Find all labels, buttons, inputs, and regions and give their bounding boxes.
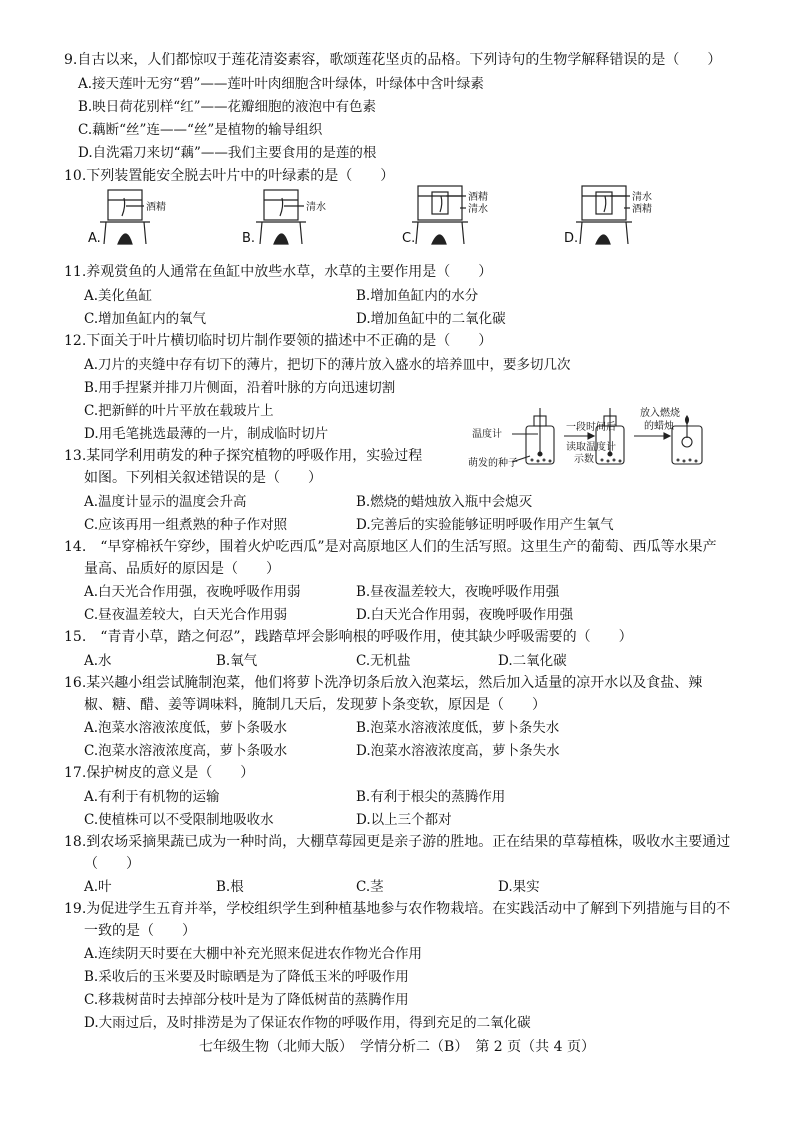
q11-option-b: B.增加鱼缸内的水分 <box>356 288 479 304</box>
q11-option-a: A.美化鱼缸 <box>84 288 153 304</box>
q14-option-a: A.白天光合作用强，夜晚呼吸作用弱 <box>84 584 301 600</box>
q13-stem-line2: 如图。下列相关叙述错误的是（ ） <box>84 470 322 486</box>
q19-option-d: D.大雨过后，及时排涝是为了保证农作物的呼吸作用，得到充足的二氧化碳 <box>84 1015 531 1031</box>
q11-option-c: C.增加鱼缸内的氧气 <box>84 311 207 327</box>
q16-stem-line1: 16.某兴趣小组尝试腌制泡菜，他们将萝卜洗净切条后放入泡菜坛，然后加入适量的凉开水以及食盐、辣 <box>64 675 703 691</box>
q10-apparatus-a <box>86 186 196 250</box>
q10-a-liquid: 酒精 <box>146 202 166 213</box>
q10-c-liquid-inner: 酒精 <box>468 192 488 203</box>
q13-after-label-2: 读取温度计 <box>566 442 616 453</box>
q10-c-label: C. <box>402 231 416 246</box>
q15-option-a: A.水 <box>84 653 112 669</box>
q13-option-c: C.应该再用一组煮熟的种子作对照 <box>84 517 288 533</box>
q10-apparatus-b <box>240 186 350 250</box>
q11-stem: 11.养观赏鱼的人通常在鱼缸中放些水草，水草的主要作用是（ ） <box>64 264 493 280</box>
q15-option-c: C.无机盐 <box>356 653 411 669</box>
q9-option-b: B.映日荷花别样“红”——花瓣细胞的液泡中有色素 <box>78 99 377 115</box>
q14-option-b: B.昼夜温差较大，夜晚呼吸作用强 <box>356 584 560 600</box>
q15-option-d: D.二氧化碳 <box>498 653 567 669</box>
q12-option-b: B.用手捏紧并排刀片侧面，沿着叶脉的方向迅速切割 <box>84 380 396 396</box>
q14-option-c: C.昼夜温差较大，白天光合作用弱 <box>84 607 288 623</box>
q12-stem: 12.下面关于叶片横切临时切片制作要领的描述中不正确的是（ ） <box>64 333 493 349</box>
q13-thermometer-label: 温度计 <box>472 429 502 440</box>
q14-stem-line1: 14. “早穿棉袄午穿纱，围着火炉吃西瓜”是对高原地区人们的生活写照。这里生产的葡萄、西瓜等水果产 <box>64 539 717 555</box>
q9-option-c: C.藕断“丝”连——“丝”是植物的输导组织 <box>78 122 323 138</box>
q10-c-liquid-outer: 清水 <box>468 204 488 215</box>
q10-a-label: A. <box>88 231 101 246</box>
q17-option-d: D.以上三个都对 <box>356 812 452 828</box>
q10-d-label: D. <box>564 231 579 246</box>
q12-option-d: D.用毛笔挑选最薄的一片，制成临时切片 <box>84 426 329 442</box>
q9-option-a: A.接天莲叶无穷“碧”——莲叶叶肉细胞含叶绿体，叶绿体中含叶绿素 <box>78 76 484 92</box>
q15-stem: 15. “青青小草，踏之何忍”，践踏草坪会影响根的呼吸作用，使其缺少呼吸需要的（ ） <box>64 629 633 645</box>
q13-after-label-1: 一段时间后 <box>566 422 616 433</box>
q13-stem-line1: 13.某同学利用萌发的种子探究植物的呼吸作用，实验过程 <box>64 448 423 464</box>
q10-apparatus-c <box>400 182 510 250</box>
q19-option-c: C.移栽树苗时去掉部分枝叶是为了降低树苗的蒸腾作用 <box>84 992 409 1008</box>
q18-option-c: C.茎 <box>356 879 384 895</box>
q18-option-a: A.叶 <box>84 879 112 895</box>
q10-d-liquid-outer: 清水 <box>632 192 652 203</box>
q15-option-b: B.氧气 <box>216 653 258 669</box>
q17-option-c: C.使植株可以不受限制地吸收水 <box>84 812 274 828</box>
q19-stem-line2: 一致的是（ ） <box>84 923 196 939</box>
q19-option-a: A.连续阴天时要在大棚中补充光照来促进农作物光合作用 <box>84 946 423 962</box>
q18-option-b: B.根 <box>216 879 244 895</box>
q18-stem-line2: （ ） <box>84 856 140 872</box>
q19-option-b: B.采收后的玉米要及时晾晒是为了降低玉米的呼吸作用 <box>84 969 409 985</box>
q13-figure <box>468 404 738 474</box>
q14-stem-line2: 量高、品质好的原因是（ ） <box>84 561 280 577</box>
q13-seeds-label: 萌发的种子 <box>468 458 518 469</box>
q19-stem-line1: 19.为促进学生五育并举，学校组织学生到种植基地参与农作物栽培。在实践活动中了解到下列措施与目的不 <box>64 901 731 917</box>
q10-apparatus-d <box>560 182 670 250</box>
q13-option-d: D.完善后的实验能够证明呼吸作用产生氧气 <box>356 517 614 533</box>
q10-stem: 10.下列装置能安全脱去叶片中的叶绿素的是（ ） <box>64 168 395 184</box>
q14-option-d: D.白天光合作用弱，夜晚呼吸作用强 <box>356 607 574 623</box>
q16-option-c: C.泡菜水溶液浓度高，萝卜条吸水 <box>84 743 288 759</box>
q16-option-a: A.泡菜水溶液浓度低，萝卜条吸水 <box>84 720 288 736</box>
q11-option-d: D.增加鱼缸中的二氧化碳 <box>356 311 506 327</box>
q9-stem: 9.自古以来，人们都惊叹于莲花清姿素容，歌颂莲花坚贞的品格。下列诗句的生物学解释错误的是（ ） <box>64 52 722 68</box>
q12-option-c: C.把新鲜的叶片平放在载玻片上 <box>84 403 274 419</box>
q16-stem-line2: 椒、糖、醋、姜等调味料，腌制几天后，发现萝卜条变软，原因是（ ） <box>84 697 546 713</box>
q10-b-label: B. <box>242 231 256 246</box>
q10-b-liquid: 清水 <box>306 202 326 213</box>
q13-option-b: B.燃烧的蜡烛放入瓶中会熄灭 <box>356 494 533 510</box>
q18-stem-line1: 18.到农场采摘果蔬已成为一种时尚，大棚草莓园更是亲子游的胜地。正在结果的草莓植株，吸收水主要通过 <box>64 834 731 850</box>
q16-option-b: B.泡菜水溶液浓度低，萝卜条失水 <box>356 720 560 736</box>
q16-option-d: D.泡菜水溶液浓度高，萝卜条失水 <box>356 743 560 759</box>
q17-option-a: A.有利于有机物的运输 <box>84 789 220 805</box>
q10-d-liquid-inner: 酒精 <box>632 204 652 215</box>
q13-after-label-3: 示数 <box>574 454 594 465</box>
q13-candle-label-2: 的蜡烛 <box>644 421 674 432</box>
q12-option-a: A.刀片的夹缝中存有切下的薄片，把切下的薄片放入盛水的培养皿中，要多切几次 <box>84 357 571 373</box>
q17-option-b: B.有利于根尖的蒸腾作用 <box>356 789 506 805</box>
q17-stem: 17.保护树皮的意义是（ ） <box>64 765 255 781</box>
q13-option-a: A.温度计显示的温度会升高 <box>84 494 247 510</box>
page-footer: 七年级生物（北师大版） 学情分析二（B） 第 2 页（共 4 页） <box>199 1039 595 1055</box>
q13-candle-label-1: 放入燃烧 <box>640 408 680 419</box>
q18-option-d: D.果实 <box>498 879 540 895</box>
q9-option-d: D.自洗霜刀来切“藕”——我们主要食用的是莲的根 <box>78 145 377 161</box>
